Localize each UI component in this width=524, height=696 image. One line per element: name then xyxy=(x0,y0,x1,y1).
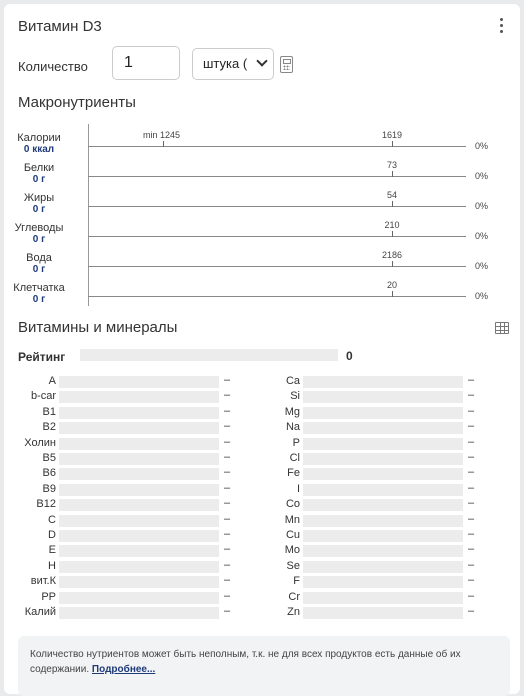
macro-name: Белки xyxy=(23,162,55,174)
food-card xyxy=(4,4,520,694)
macro-percent: 0% xyxy=(475,261,489,271)
quantity-input[interactable]: 1 xyxy=(112,46,180,80)
nutrient-value: – xyxy=(224,420,231,433)
macro-value: 0 г xyxy=(32,294,46,305)
nutrient-name: P xyxy=(292,436,300,449)
macro-name: Вода xyxy=(26,252,52,264)
macro-row-protein xyxy=(4,154,520,184)
nutrient-row xyxy=(4,406,520,421)
macro-value: 0 г xyxy=(32,204,46,215)
nutrient-value: – xyxy=(468,497,475,510)
nutrient-value: – xyxy=(468,558,475,571)
macro-percent: 0% xyxy=(475,171,489,181)
nutrient-name: Cl xyxy=(289,452,300,464)
nutrient-value: – xyxy=(224,435,231,448)
unit-select-value: штука ( xyxy=(203,56,248,71)
nutrient-value: – xyxy=(468,512,475,525)
nutrient-value: – xyxy=(468,589,475,602)
vitamins-title: Витамины и минералы xyxy=(18,319,178,336)
nutrient-row xyxy=(4,591,520,606)
nutrient-name: D xyxy=(48,529,56,541)
macro-name: Калории xyxy=(17,132,61,144)
nutrient-bar xyxy=(303,438,463,450)
table-icon[interactable] xyxy=(495,322,509,334)
nutrient-name: Zn xyxy=(287,606,300,618)
macro-line xyxy=(88,236,466,237)
info-note xyxy=(18,636,510,696)
macro-percent: 0% xyxy=(475,291,489,301)
nutrient-name: Mn xyxy=(284,513,300,526)
nutrient-bar xyxy=(303,484,463,496)
nutrient-value: – xyxy=(468,543,475,556)
macro-row-calories xyxy=(4,124,520,154)
target-label: 2186 xyxy=(381,250,403,260)
nutrient-bar xyxy=(303,561,463,573)
nutrient-name: Mo xyxy=(284,544,300,557)
nutrient-row xyxy=(4,483,520,498)
nutrient-row xyxy=(4,575,520,590)
nutrient-value: – xyxy=(224,589,231,602)
nutrient-name: Калий xyxy=(24,606,56,618)
nutrient-name: E xyxy=(48,544,56,557)
nutrient-bar xyxy=(303,391,463,403)
unit-select[interactable] xyxy=(192,48,274,80)
nutrient-row xyxy=(4,375,520,390)
nutrient-name: B5 xyxy=(42,452,56,464)
nutrient-row xyxy=(4,606,520,621)
macro-row-fat xyxy=(4,184,520,214)
nutrient-value: – xyxy=(468,574,475,587)
nutrient-row xyxy=(4,498,520,513)
macro-row-fiber xyxy=(4,274,520,304)
chevron-down-icon xyxy=(256,55,267,66)
nutrient-name: Mg xyxy=(284,405,300,418)
nutrient-value: – xyxy=(224,404,231,417)
macro-row-carbs xyxy=(4,214,520,244)
nutrient-value: – xyxy=(468,404,475,417)
info-note-text: Количество нутриентов может быть неполным, т.к. не для всех продуктов есть данные об их содержании. xyxy=(30,649,461,675)
macro-name: Углеводы xyxy=(14,222,64,234)
macros-title: Макронутриенты xyxy=(18,94,136,111)
nutrient-name: b-car xyxy=(30,390,56,403)
nutrient-row xyxy=(4,544,520,559)
nutrient-name: Fe xyxy=(287,467,300,480)
nutrient-value: – xyxy=(468,466,475,479)
target-label: 20 xyxy=(386,280,398,290)
nutrient-name: Si xyxy=(290,390,300,403)
nutrient-bar xyxy=(303,515,463,527)
nutrient-name: B6 xyxy=(42,467,56,480)
macro-percent: 0% xyxy=(475,201,489,211)
macro-value: 0 г xyxy=(32,234,46,245)
macro-row-water xyxy=(4,244,520,274)
target-tick xyxy=(392,141,393,147)
nutrient-bar xyxy=(303,453,463,465)
nutrient-bar xyxy=(303,530,463,542)
target-tick xyxy=(392,261,393,267)
more-link[interactable]: Подробнее... xyxy=(91,664,156,675)
nutrient-row xyxy=(4,467,520,482)
more-menu-icon[interactable] xyxy=(500,18,504,34)
nutrient-value: – xyxy=(224,374,231,386)
min-label: min 1245 xyxy=(143,130,181,140)
nutrient-value: – xyxy=(224,512,231,525)
target-tick xyxy=(392,291,393,297)
nutrient-bar xyxy=(303,607,463,619)
nutrient-name: B9 xyxy=(42,482,56,495)
macro-line xyxy=(88,206,466,207)
nutrient-value: – xyxy=(224,481,231,494)
nutrient-name: H xyxy=(48,559,56,572)
nutrient-bar xyxy=(303,422,463,434)
macro-name: Жиры xyxy=(23,192,55,204)
nutrient-bar xyxy=(303,545,463,557)
nutrient-value: – xyxy=(224,574,231,587)
nutrient-bar xyxy=(303,576,463,588)
nutrient-name: A xyxy=(48,375,56,387)
nutrient-name: Cr xyxy=(288,590,300,603)
nutrient-value: – xyxy=(224,558,231,571)
macro-percent: 0% xyxy=(475,231,489,241)
quantity-label: Количество xyxy=(18,59,88,74)
target-label: 210 xyxy=(384,220,400,230)
macro-line xyxy=(88,176,466,177)
nutrient-value: – xyxy=(224,605,231,617)
nutrient-value: – xyxy=(224,497,231,510)
nutrient-value: – xyxy=(224,389,231,402)
nutrient-name: PP xyxy=(41,590,56,603)
macro-line xyxy=(88,266,466,267)
nutrient-value: – xyxy=(468,435,475,448)
nutrient-name: Ca xyxy=(285,375,300,387)
nutrient-name: Cu xyxy=(285,529,300,541)
nutrient-name: B2 xyxy=(42,421,56,434)
nutrient-row xyxy=(4,514,520,529)
macro-percent: 0% xyxy=(475,141,489,151)
min-tick xyxy=(163,141,164,147)
nutrient-name: B1 xyxy=(42,405,56,418)
target-label: 1619 xyxy=(381,130,403,140)
target-tick xyxy=(392,231,393,237)
nutrient-name: Na xyxy=(285,421,300,434)
rating-bar xyxy=(80,349,338,361)
nutrient-value: – xyxy=(468,389,475,402)
card-title: Витамин D3 xyxy=(18,18,102,35)
rating-value: 0 xyxy=(346,349,353,363)
nutrient-value: – xyxy=(468,374,475,386)
nutrient-value: – xyxy=(468,605,475,617)
nutrient-name: Холин xyxy=(24,436,56,449)
macro-name: Клетчатка xyxy=(13,282,65,294)
macros-chart xyxy=(4,124,520,304)
target-label: 73 xyxy=(386,160,398,170)
nutrient-value: – xyxy=(224,451,231,463)
target-label: 54 xyxy=(386,190,398,200)
target-tick xyxy=(392,171,393,177)
nutrient-name: C xyxy=(48,513,56,526)
nutrient-value: – xyxy=(224,466,231,479)
nutrient-row xyxy=(4,390,520,405)
macro-value: 0 ккал xyxy=(23,144,55,155)
target-tick xyxy=(392,201,393,207)
rating-label: Рейтинг xyxy=(18,350,66,364)
nutrient-bar xyxy=(303,499,463,511)
calculator-icon[interactable] xyxy=(280,56,293,73)
nutrient-row xyxy=(4,437,520,452)
macro-line xyxy=(88,296,466,297)
nutrient-value: – xyxy=(224,543,231,556)
nutrient-value: – xyxy=(468,481,475,494)
nutrient-bar xyxy=(303,592,463,604)
nutrient-row xyxy=(4,452,520,467)
macro-value: 0 г xyxy=(32,174,46,185)
nutrient-value: – xyxy=(468,451,475,463)
nutrient-name: Se xyxy=(286,559,300,572)
macro-value: 0 г xyxy=(32,264,46,275)
nutrient-name: вит.К xyxy=(30,575,56,588)
nutrient-value: – xyxy=(468,420,475,433)
nutrient-row xyxy=(4,421,520,436)
nutrient-name: F xyxy=(293,575,300,588)
nutrient-value: – xyxy=(224,528,231,540)
nutrient-name: I xyxy=(296,482,300,495)
macro-line xyxy=(88,146,466,147)
nutrient-bar xyxy=(303,376,463,388)
nutrient-bar xyxy=(303,468,463,480)
nutrient-name: Co xyxy=(285,498,300,511)
nutrient-row xyxy=(4,560,520,575)
nutrient-bar xyxy=(303,407,463,419)
nutrient-row xyxy=(4,529,520,544)
nutrient-name: B12 xyxy=(36,498,56,511)
nutrient-value: – xyxy=(468,528,475,540)
